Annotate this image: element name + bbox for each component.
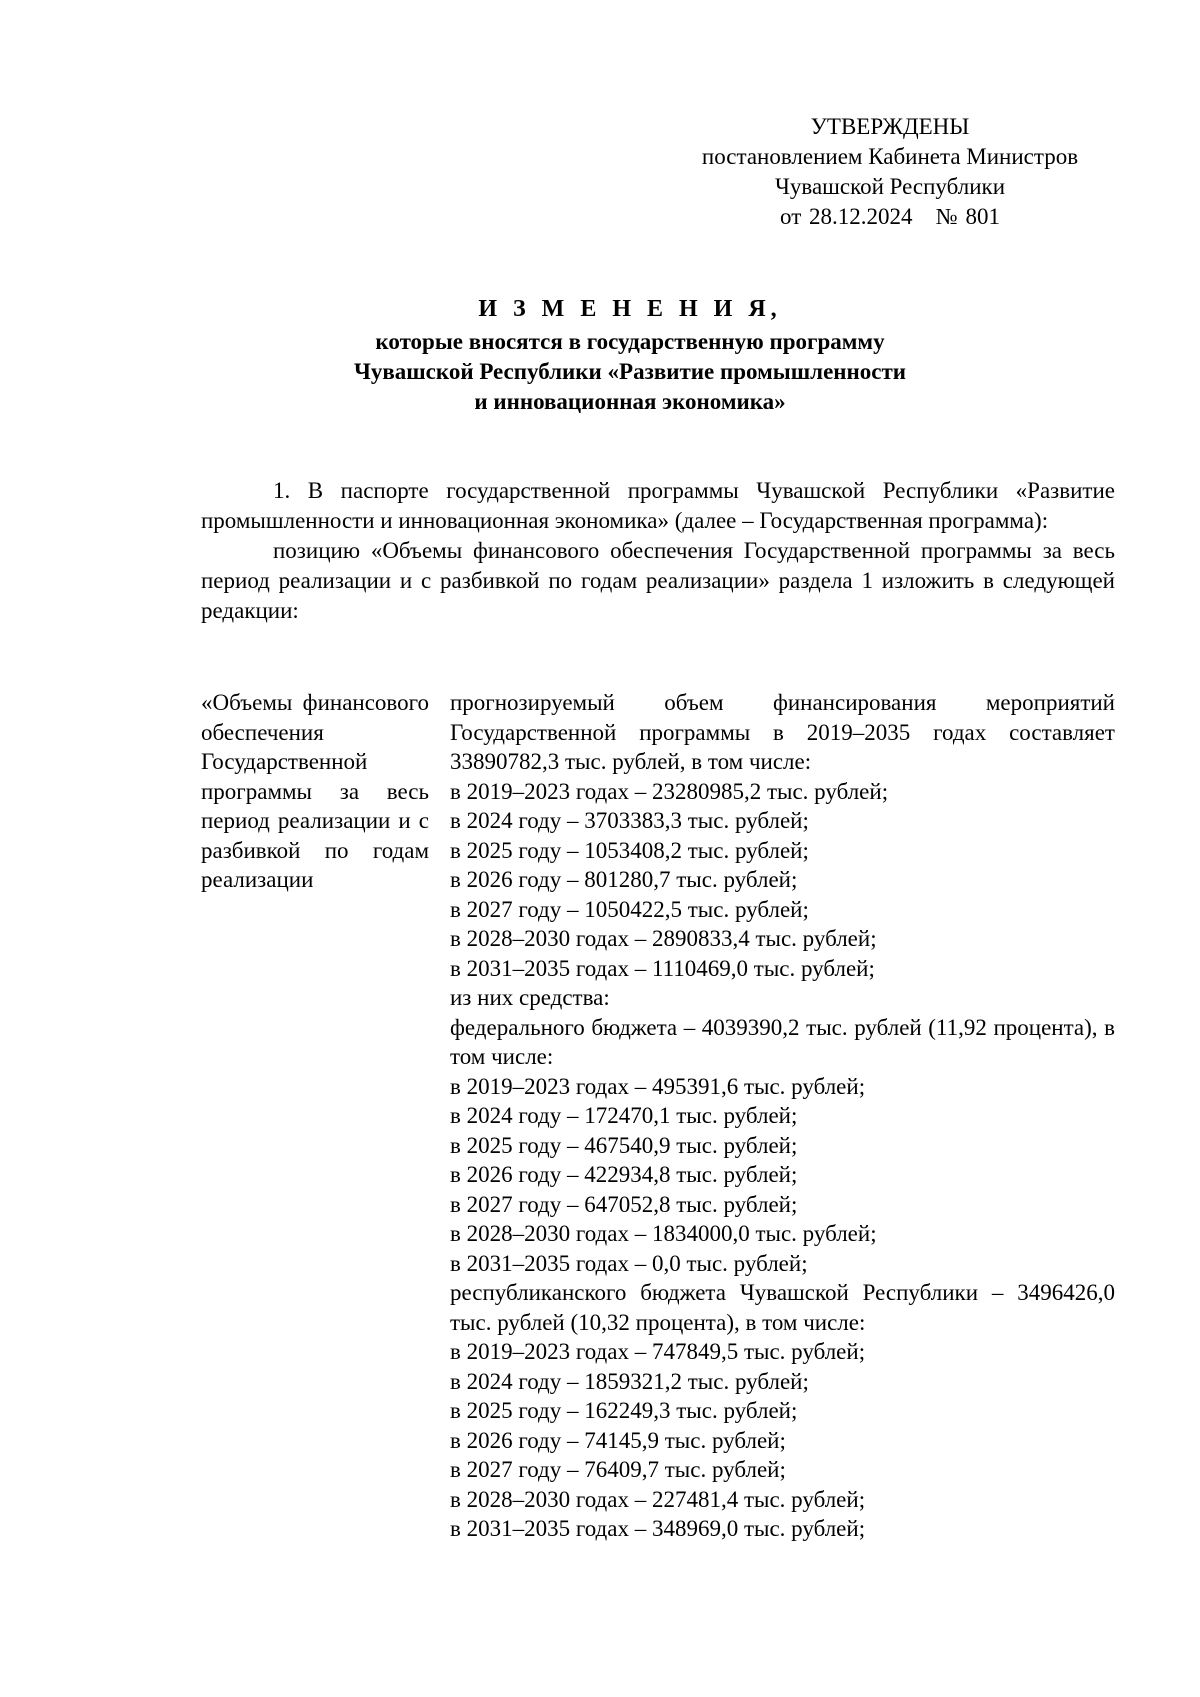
federal-line: в 2031–2035 годах – 0,0 тыс. рублей; bbox=[450, 1250, 808, 1276]
total-line: в 2026 году – 801280,7 тыс. рублей; bbox=[450, 867, 798, 892]
federal-line: в 2027 году – 647052,8 тыс. рублей; bbox=[450, 1191, 798, 1217]
republic-line: в 2028–2030 годах – 227481,4 тыс. рублей; bbox=[450, 1486, 866, 1512]
approval-line-1: постановлением Кабинета Министров bbox=[701, 144, 1079, 169]
heading-line-2: Чувашской Республики «Развитие промышленности bbox=[353, 359, 907, 384]
intro-section bbox=[201, 476, 1115, 626]
document-heading bbox=[200, 294, 1060, 417]
republic-line: в 2031–2035 годах – 348969,0 тыс. рублей; bbox=[450, 1516, 866, 1541]
federal-line: в 2025 году – 467540,9 тыс. рублей; bbox=[450, 1132, 798, 1158]
approval-stamp bbox=[670, 112, 1140, 232]
republic-paragraph: республиканского бюджета Чувашской Республики – 3496426,0 тыс. рублей (10,32 процента), в том числе: bbox=[450, 1280, 1115, 1335]
funding-values bbox=[450, 688, 1115, 1544]
republic-line: в 2025 году – 162249,3 тыс. рублей; bbox=[450, 1398, 798, 1423]
approval-title: УТВЕРЖДЕНЫ bbox=[810, 114, 970, 139]
heading-title: И З М Е Н Е Н И Я, bbox=[478, 296, 782, 322]
total-paragraph: прогнозируемый объем финансирования мероприятий Государственной программы в 2019–2035 годах составляет 33890782,3 тыс. рублей, в том числе: bbox=[450, 690, 1115, 774]
republic-line: в 2019–2023 годах – 747849,5 тыс. рублей; bbox=[450, 1339, 866, 1364]
heading-line-1: которые вносятся в государственную программу bbox=[375, 329, 885, 354]
total-line: в 2025 году – 1053408,2 тыс. рублей; bbox=[450, 837, 809, 863]
sources-label: из них средства: bbox=[450, 985, 610, 1010]
republic-line: в 2024 году – 1859321,2 тыс. рублей; bbox=[450, 1368, 809, 1394]
federal-line: в 2019–2023 годах – 495391,6 тыс. рублей; bbox=[450, 1073, 866, 1099]
total-line: в 2027 году – 1050422,5 тыс. рублей; bbox=[450, 896, 809, 922]
federal-line: в 2028–2030 годах – 1834000,0 тыс. рублей; bbox=[450, 1221, 877, 1246]
heading-line-3: и инновационная экономика» bbox=[474, 389, 786, 414]
approval-line-2: Чувашской Республики bbox=[774, 174, 1006, 199]
total-line: в 2024 году – 3703383,3 тыс. рублей; bbox=[450, 808, 809, 833]
federal-paragraph: федерального бюджета – 4039390,2 тыс. рублей (11,92 процента), в том числе: bbox=[450, 1014, 1115, 1069]
republic-line: в 2026 году – 74145,9 тыс. рублей; bbox=[450, 1427, 786, 1453]
intro-paragraph-1: 1. В паспорте государственной программы Чувашской Республики «Развитие промышленности и инновационная экономика» (далее – Государственная программа): bbox=[201, 478, 1115, 533]
funding-label: «Объемы финансового обеспечения Государственной программы за весь период реализации и с разбивкой по годам реализации bbox=[201, 690, 429, 892]
republic-line: в 2027 году – 76409,7 тыс. рублей; bbox=[450, 1457, 786, 1482]
total-line: в 2031–2035 годах – 1110469,0 тыс. рублей; bbox=[450, 955, 875, 981]
federal-line: в 2024 году – 172470,1 тыс. рублей; bbox=[450, 1103, 798, 1128]
total-line: в 2028–2030 годах – 2890833,4 тыс. рублей; bbox=[450, 926, 877, 951]
total-line: в 2019–2023 годах – 23280985,2 тыс. рублей; bbox=[450, 778, 889, 804]
approval-date: от 28.12.2024 № 801 bbox=[780, 204, 1000, 229]
intro-paragraph-2: позицию «Объемы финансового обеспечения Государственной программы за весь период реализации и с разбивкой по годам реализации» раздела 1 изложить в следующей редакции: bbox=[201, 538, 1115, 623]
federal-line: в 2026 году – 422934,8 тыс. рублей; bbox=[450, 1162, 798, 1187]
